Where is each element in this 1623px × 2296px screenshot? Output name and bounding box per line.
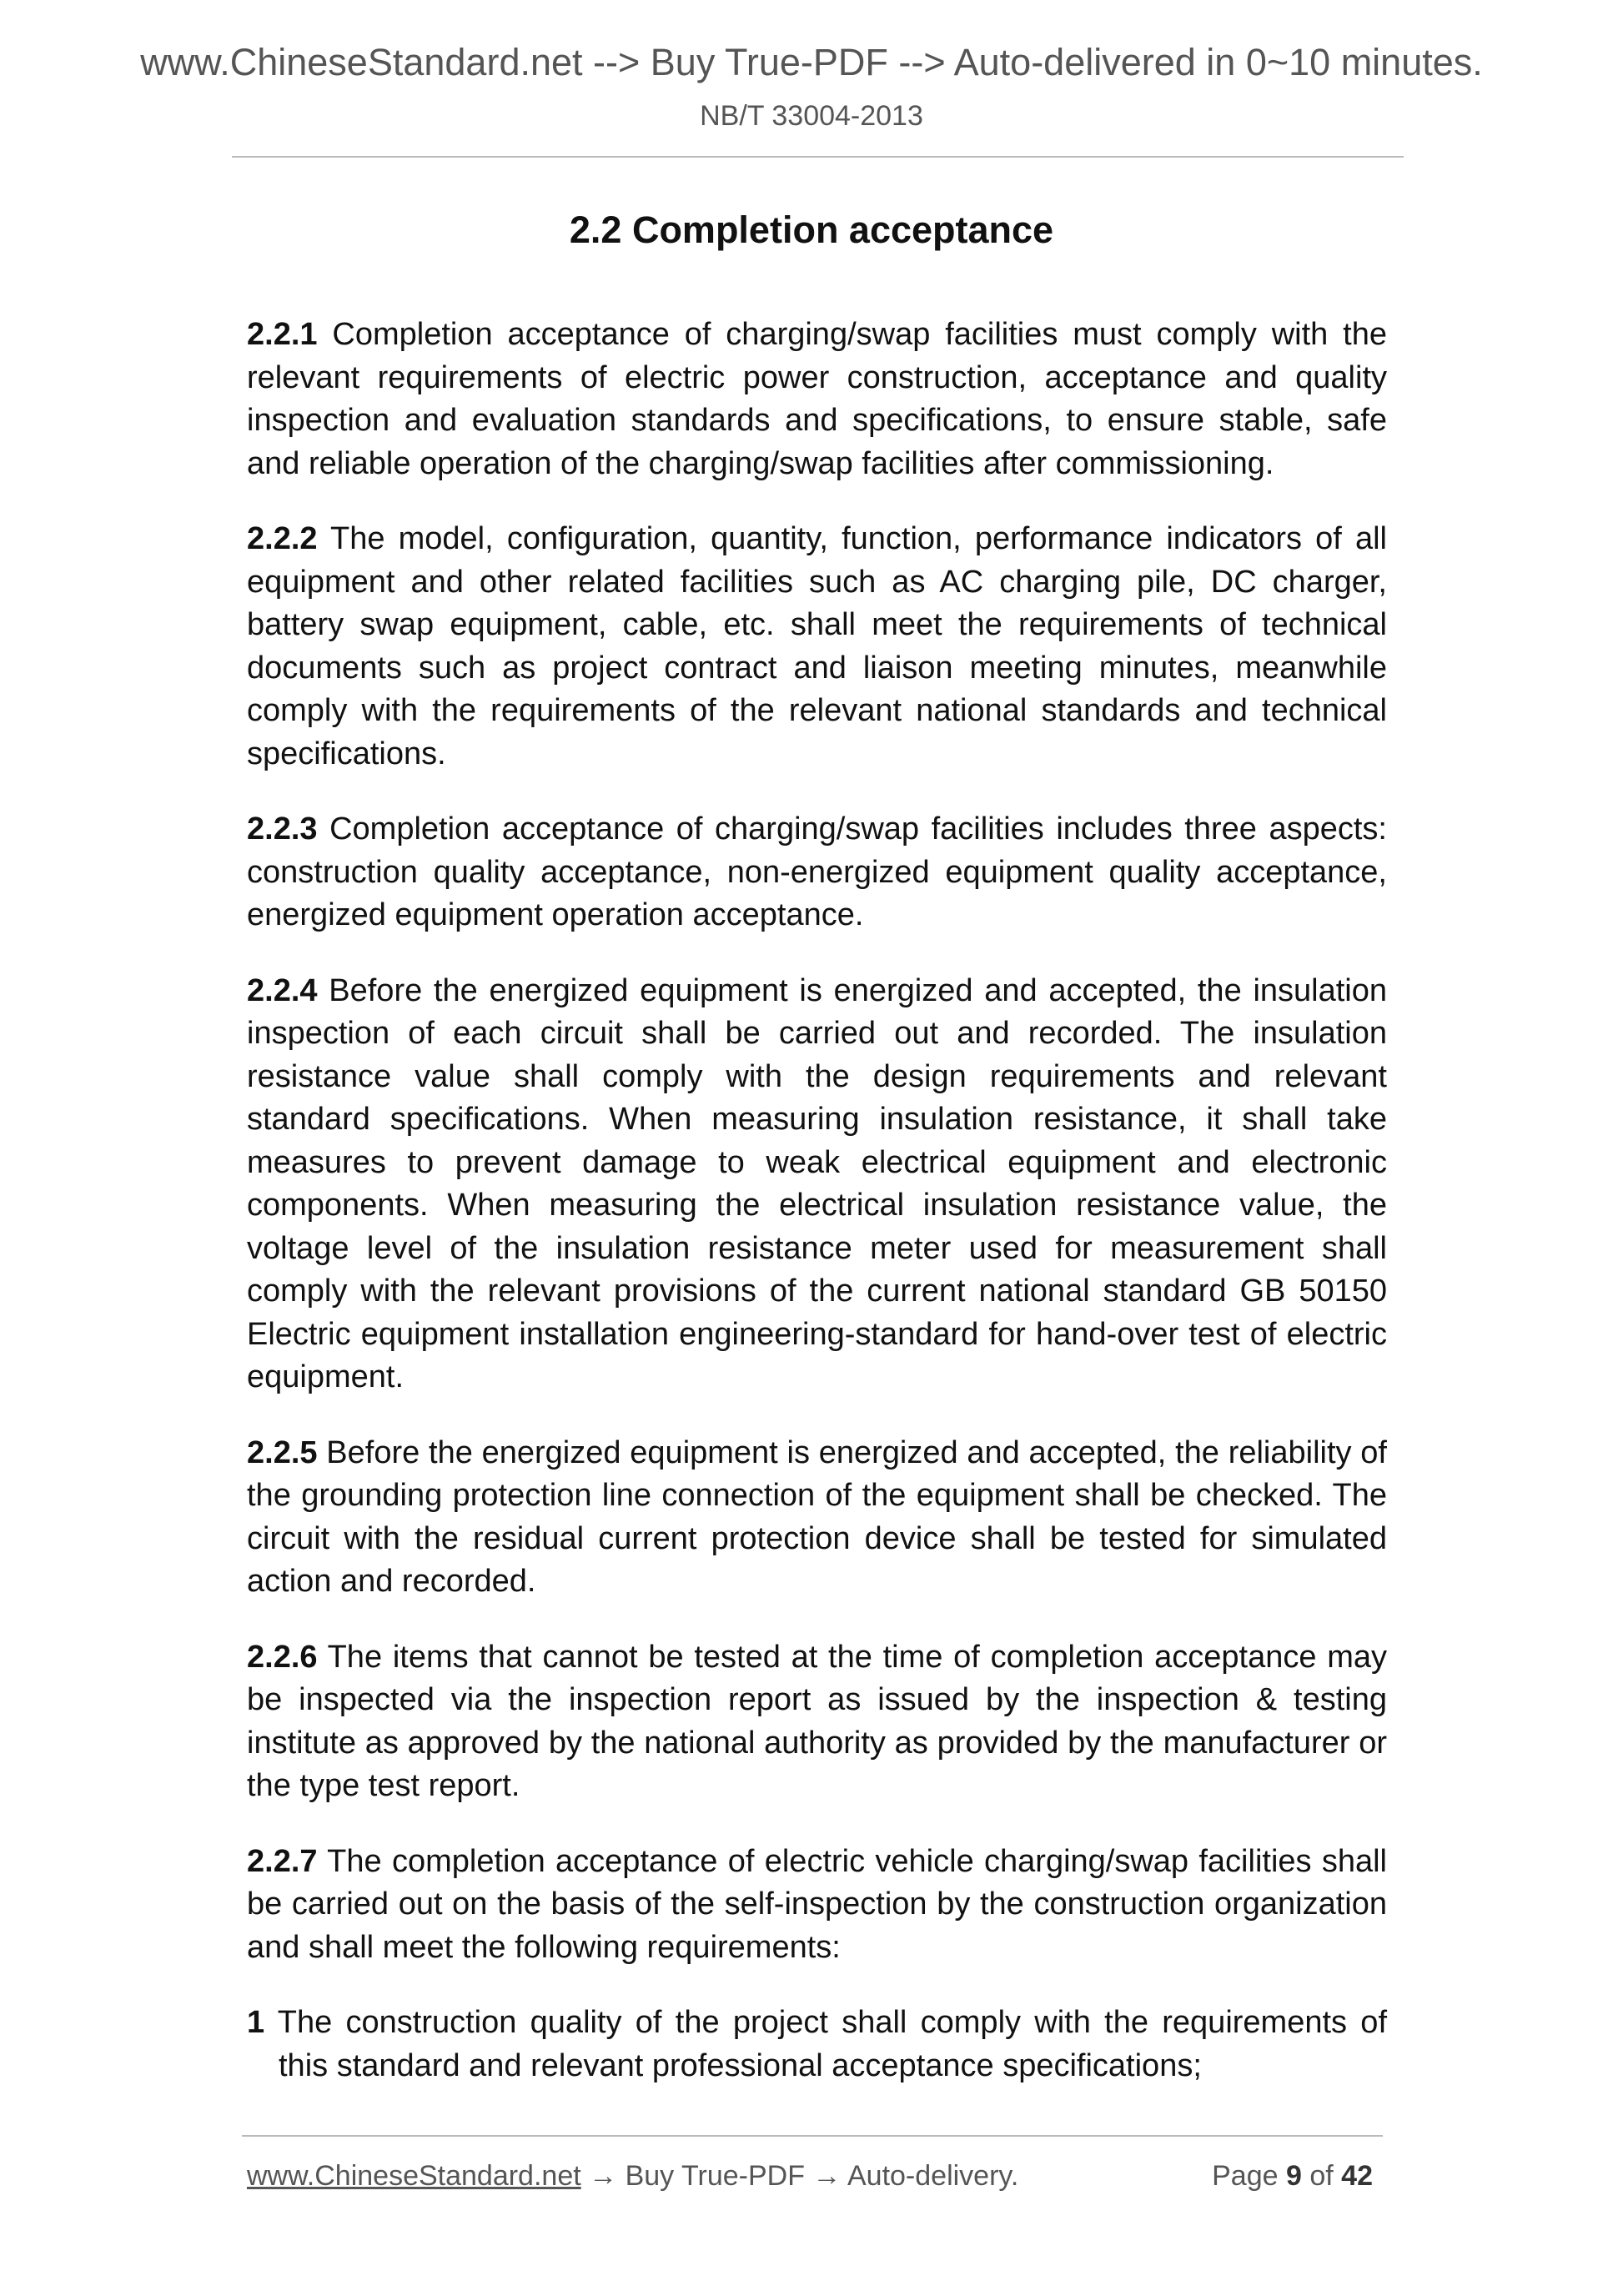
clause-2-2-5 [247,1432,1387,1604]
clause-number: 2.2.4 [247,972,318,1008]
footer-website-link[interactable]: www.ChineseStandard.net [247,2160,581,2192]
page-current: 9 [1285,2160,1302,2192]
clause-text: The model, configuration, quantity, function, performance indicators of all equipment and other related facilities such as AC charging pile, DC charger, battery swap equipment, cable, etc. shall meet the requirements of technical documents such as project contract and liaison meeting minutes, meanwhile comply with the requirements of the relevant national standards and technical specifications. [247,521,1387,771]
footer-divider [242,2135,1383,2137]
clause-number: 2.2.5 [247,1434,318,1470]
clause-text: The completion acceptance of electric vehicle charging/swap facilities shall be carried out on the basis of the self-inspection by the construction organization and shall meet the following requirements: [247,1843,1387,1965]
list-item [247,2002,1387,2088]
clause-number: 2.2.2 [247,521,318,556]
standard-code: NB/T 33004-2013 [700,100,923,132]
section-title: 2.2 Completion acceptance [569,208,1054,251]
clause-number: 2.2.1 [247,317,318,352]
list-item-number: 1 [247,2005,265,2040]
clause-2-2-2 [247,518,1387,776]
clause-text: The items that cannot be tested at the time of completion acceptance may be inspected via the inspection report as issued by the inspection & testing institute as approved by the national authority as provided by the manufacturer or the type test report. [247,1639,1387,1803]
page-total: 42 [1341,2160,1373,2192]
clause-2-2-6 [247,1636,1387,1808]
clause-text: Before the energized equipment is energized and accepted, the insulation inspection of each circuit shall be carried out and recorded. The insulation resistance value shall comply with the design requirements and relevant standard specifications. When measuring insulation resistance, it shall take measures to prevent damage to weak electrical equipment and electronic components. When measuring the electrical insulation resistance value, the voltage level of the insulation resistance meter used for measurement shall comply with the relevant provisions of the current national standard GB 50150 Electric equipment installation engineering-standard for hand-over test of electric equipment. [247,972,1387,1394]
page-indicator [1212,2160,1373,2193]
clause-number: 2.2.7 [247,1843,318,1879]
clause-2-2-1 [247,314,1387,485]
list-item-text: The construction quality of the project shall comply with the requirements of this standard and relevant professional acceptance specifications; [264,2005,1387,2083]
header-divider [232,156,1404,158]
clause-text: Completion acceptance of charging/swap facilities includes three aspects: construction quality acceptance, non-energized equipment quality acceptance, energized equipment operation acceptance. [247,811,1387,932]
clause-number: 2.2.3 [247,811,318,847]
clause-text: Before the energized equipment is energized and accepted, the reliability of the grounding protection line connection of the equipment shall be checked. The circuit with the residual current protection device shall be tested for simulated action and recorded. [247,1434,1387,1599]
clause-2-2-3 [247,808,1387,937]
footer-tagline: → Buy True-PDF → Auto-delivery. [580,2160,1019,2192]
clause-2-2-4 [247,970,1387,1399]
document-body [247,314,1387,2088]
page-label: Page [1212,2160,1279,2192]
clause-text: Completion acceptance of charging/swap facilities must comply with the relevant requirements of electric power construction, acceptance and quality inspection and evaluation standards and specifications, to ensure stable, safe and reliable operation of the charging/swap facilities after commissioning. [247,317,1387,481]
page-footer [247,2160,1373,2193]
top-banner: www.ChineseStandard.net --> Buy True-PDF --> Auto-delivered in 0~10 minutes. [140,41,1483,83]
page-of-label: of [1309,2160,1334,2192]
clause-number: 2.2.6 [247,1639,318,1675]
clause-2-2-7 [247,1841,1387,1970]
